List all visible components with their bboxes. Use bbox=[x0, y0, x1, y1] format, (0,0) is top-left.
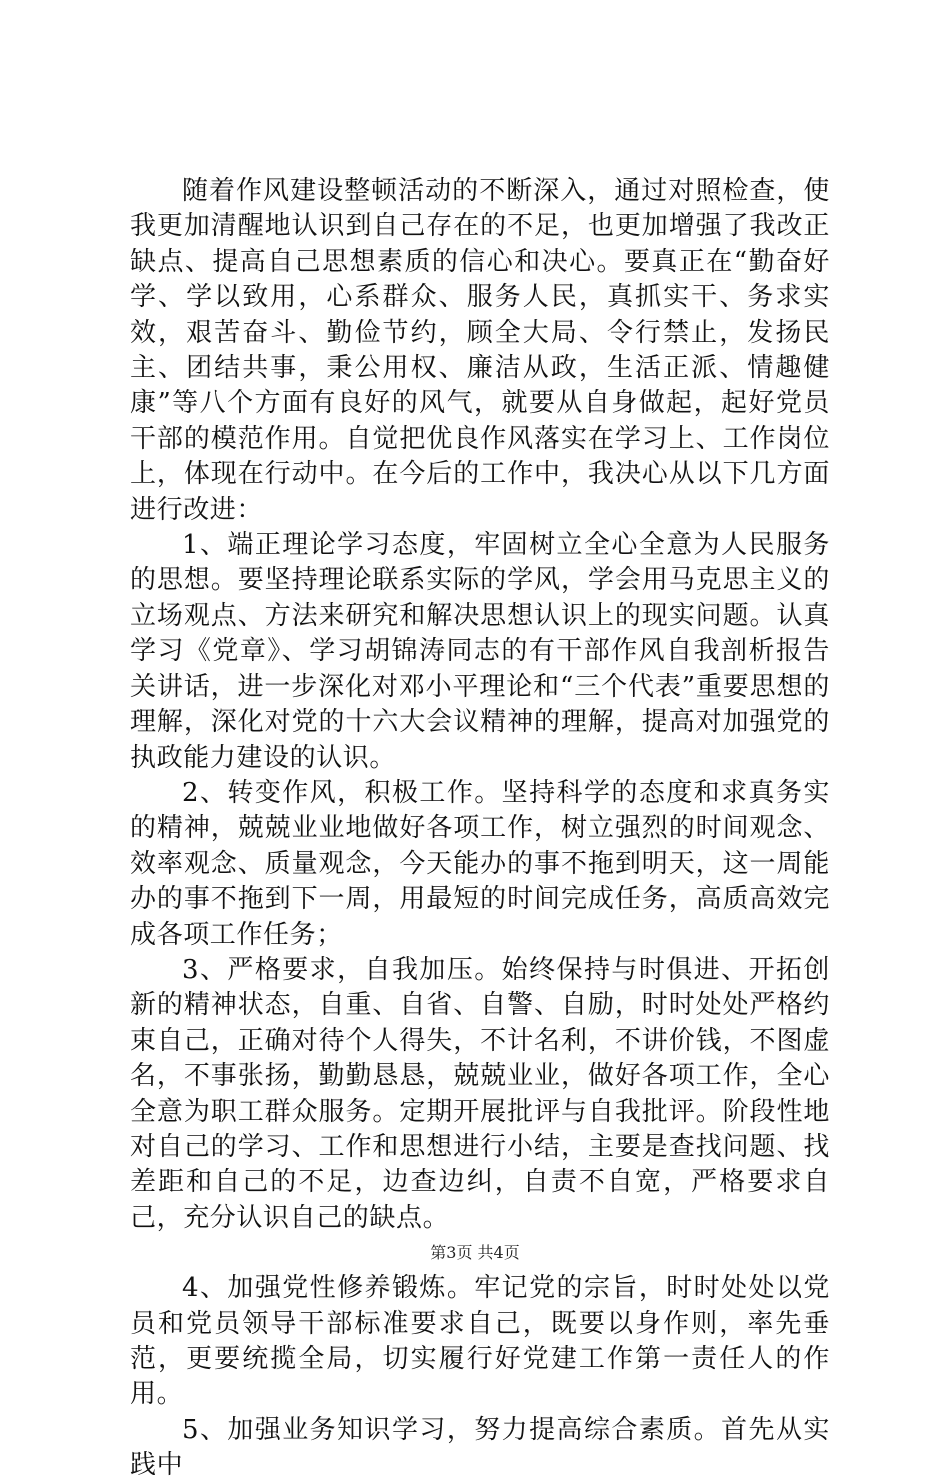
paragraph-item-5: 5、加强业务知识学习，努力提高综合素质。首先从实践中 bbox=[130, 1414, 830, 1481]
paragraph-item-1: 1、端正理论学习态度，牢固树立全心全意为人民服务的思想。要坚持理论联系实际的学风，学会用马克思主义的立场观点、方法来研究和解决思想认识上的现实问题。认真学习《党章》、学习胡锦涛同志的有干部作风自我剖析报告关讲话，进一步深化对邓小平理论和“三个代表”重要思想的理解，深化对党的十六大会议精神的理解，提高对加强党的执政能力建设的认识。 bbox=[130, 530, 830, 773]
paragraph-item-2: 2、转变作风，积极工作。坚持科学的态度和求真务实的精神，兢兢业业地做好各项工作，树立强烈的时间观念、效率观念、质量观念，今天能办的事不拖到明天，这一周能办的事不拖到下一周，用最短的时间完成任务，高质高效完成各项工作任务； bbox=[130, 777, 830, 950]
paragraph-item-3: 3、严格要求，自我加压。始终保持与时俱进、开拓创新的精神状态，自重、自省、自警、自励，时时处处严格约束自己，正确对待个人得失，不计名利，不讲价钱，不图虚名，不事张扬，勤勤恳恳，兢兢业业，做好各项工作，全心全意为职工群众服务。定期开展批评与自我批评。阶段性地对自己的学习、工作和思想进行小结，主要是查找问题、找差距和自己的不足，边查边纠，自责不自宽，严格要求自己，充分认识自己的缺点。 bbox=[130, 954, 830, 1233]
paragraph-item-4: 4、加强党性修养锻炼。牢记党的宗旨，时时处处以党员和党员领导干部标准要求自己，既要以身作则，率先垂范，更要统揽全局，切实履行好党建工作第一责任人的作用。 bbox=[130, 1273, 830, 1410]
page-number-footer: 第3页 共4页 bbox=[430, 1243, 520, 1262]
document-body bbox=[130, 174, 830, 1484]
paragraph-intro: 随着作风建设整顿活动的不断深入，通过对照检查，使我更加清醒地认识到自己存在的不足，也更加增强了我改正缺点、提高自己思想素质的信心和决心。要真正在“勤奋好学、学以致用，心系群众、服务人民，真抓实干、务求实效，艰苦奋斗、勤俭节约，顾全大局、令行禁止，发扬民主、团结共事，秉公用权、廉洁从政，生活正派、情趣健康”等八个方面有良好的风气，就要从自身做起，起好党员干部的模范作用。自觉把优良作风落实在学习上、工作岗位上，体现在行动中。在今后的工作中，我决心从以下几方面进行改进： bbox=[130, 176, 830, 525]
